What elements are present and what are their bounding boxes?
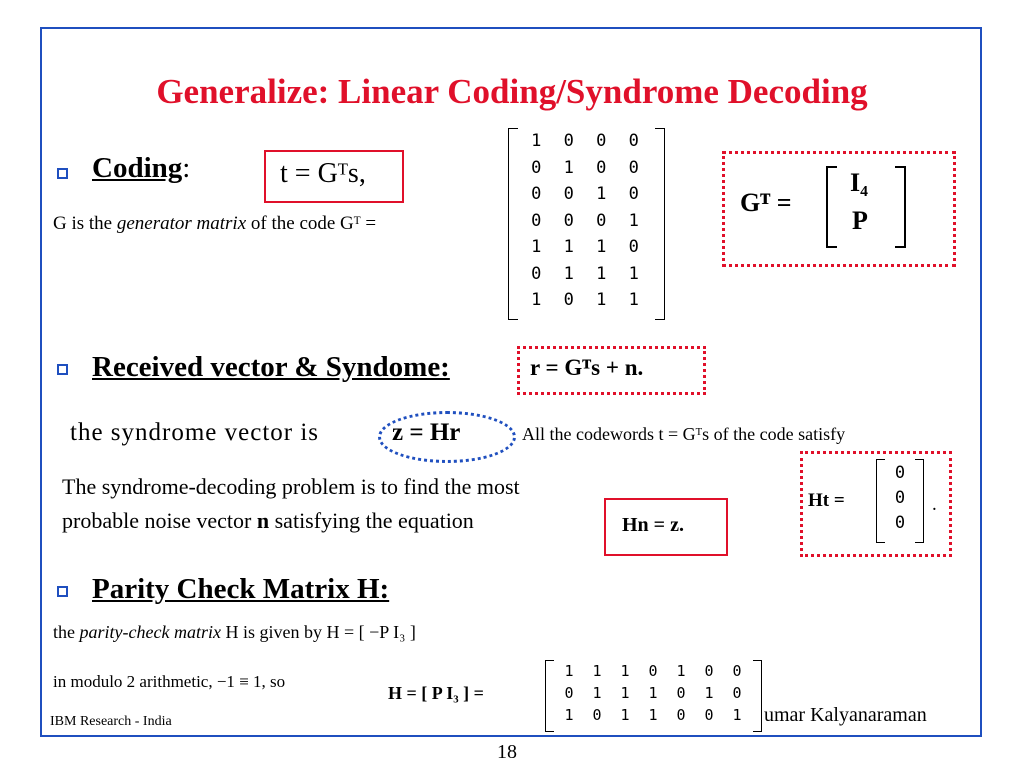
gt-matrix-cell: 0 <box>531 184 542 204</box>
gt-matrix-cell: 1 <box>531 290 542 310</box>
gt-matrix-cell: 0 <box>628 157 639 178</box>
gt-block-lhs: Gᵀ = <box>740 188 792 217</box>
h-matrix-cell: 1 <box>564 662 574 680</box>
gt-matrix-cell: 0 <box>596 210 607 231</box>
h-matrix-cell: 0 <box>592 706 602 724</box>
h-matrix-cell: 1 <box>620 684 630 702</box>
h-matrix-cell: 0 <box>676 706 686 724</box>
received-label: Received vector & Syndome: <box>92 351 450 383</box>
t-equation: t = Gᵀs, <box>280 158 366 189</box>
h-matrix-cell: 0 <box>648 662 658 680</box>
received-equation: r = Gᵀs + n. <box>530 355 644 380</box>
generator-text: G is the generator matrix of the code Gᵀ = <box>53 213 377 234</box>
ht-vector <box>888 463 912 538</box>
problem-line-2: probable noise vector n satisfying the equation <box>62 508 474 533</box>
parity-label: Parity Check Matrix H: <box>92 573 390 605</box>
gt-matrix-cell: 1 <box>563 263 574 284</box>
gt-matrix-cell: 1 <box>563 157 574 178</box>
ht-vector-cell: 0 <box>894 488 906 508</box>
bullet-coding-icon <box>57 168 68 179</box>
gt-matrix-cell: 1 <box>628 290 639 310</box>
gt-matrix-cell: 0 <box>628 237 639 257</box>
gt-matrix-cell: 1 <box>531 131 542 151</box>
gt-block-right-bracket <box>895 166 906 248</box>
gt-matrix-left-bracket <box>508 128 518 320</box>
h-matrix-cell: 1 <box>676 662 686 680</box>
gt-matrix-cell: 1 <box>628 210 639 231</box>
gt-block-top: I₄ <box>850 168 868 197</box>
gt-matrix-cell: 0 <box>531 157 542 178</box>
h-matrix-cell: 1 <box>620 706 630 724</box>
gt-matrix-cell: 0 <box>628 131 639 151</box>
h-matrix-cell: 1 <box>648 684 658 702</box>
hn-equation: Hn = z. <box>622 514 684 536</box>
h-matrix-cell: 1 <box>592 684 602 702</box>
footer-left: IBM Research - India <box>50 714 172 729</box>
h-matrix-cell: 1 <box>648 706 658 724</box>
footer-right: umar Kalyanaraman <box>764 704 927 726</box>
ht-right-bracket <box>915 459 924 543</box>
h-matrix <box>555 662 751 728</box>
h-matrix-cell: 1 <box>564 706 574 724</box>
ht-vector-cell: 0 <box>894 463 906 483</box>
gt-matrix-cell: 1 <box>596 237 607 257</box>
gt-matrix-cell: 0 <box>596 131 607 151</box>
parity-given-text: the parity-check matrix H is given by H = [ −P I₃ ] <box>53 622 416 642</box>
h-matrix-left-bracket <box>545 660 554 732</box>
gt-matrix <box>520 131 650 317</box>
slide-title: Generalize: Linear Coding/Syndrome Decoding <box>156 72 868 111</box>
h-matrix-cell: 0 <box>732 684 742 702</box>
gt-matrix-cell: 1 <box>596 290 607 310</box>
gt-matrix-cell: 0 <box>563 290 574 310</box>
ht-left-bracket <box>876 459 885 543</box>
h-matrix-cell: 1 <box>704 684 714 702</box>
h-matrix-cell: 1 <box>620 662 630 680</box>
gt-matrix-cell: 1 <box>628 263 639 284</box>
h-matrix-lhs: H = [ P I₃ ] = <box>388 683 484 703</box>
h-matrix-cell: 1 <box>732 706 742 724</box>
h-matrix-right-bracket <box>753 660 762 732</box>
syndrome-equation: z = Hr <box>392 419 461 446</box>
ht-period: . <box>932 494 937 515</box>
gt-matrix-cell: 1 <box>596 263 607 284</box>
ht-lhs: Ht = <box>808 490 845 511</box>
bullet-received-icon <box>57 364 68 375</box>
gt-matrix-cell: 1 <box>531 237 542 257</box>
gt-block-left-bracket <box>826 166 837 248</box>
h-matrix-cell: 0 <box>732 662 742 680</box>
gt-matrix-cell: 0 <box>563 131 574 151</box>
bullet-parity-icon <box>57 586 68 597</box>
h-matrix-cell: 0 <box>676 684 686 702</box>
gt-matrix-cell: 1 <box>596 184 607 204</box>
gt-matrix-cell: 0 <box>531 210 542 231</box>
gt-matrix-cell: 0 <box>596 157 607 178</box>
ht-vector-cell: 0 <box>894 513 906 533</box>
gt-matrix-cell: 0 <box>563 210 574 231</box>
page-number: 18 <box>497 741 517 763</box>
gt-block-bottom: P <box>852 206 868 235</box>
h-matrix-cell: 0 <box>564 684 574 702</box>
coding-label: Coding: <box>92 152 191 184</box>
gt-matrix-cell: 0 <box>628 184 639 204</box>
problem-line-1: The syndrome-decoding problem is to find the most <box>62 474 520 499</box>
modulo-text: in modulo 2 arithmetic, −1 ≡ 1, so <box>53 672 286 691</box>
h-matrix-cell: 0 <box>704 706 714 724</box>
h-matrix-cell: 1 <box>592 662 602 680</box>
gt-matrix-cell: 0 <box>531 263 542 284</box>
codewords-text: All the codewords t = Gᵀs of the code satisfy <box>522 424 846 444</box>
gt-matrix-right-bracket <box>655 128 665 320</box>
gt-matrix-cell: 0 <box>563 184 574 204</box>
syndrome-text: the syndrome vector is <box>70 419 320 446</box>
h-matrix-cell: 0 <box>704 662 714 680</box>
gt-matrix-cell: 1 <box>563 237 574 257</box>
